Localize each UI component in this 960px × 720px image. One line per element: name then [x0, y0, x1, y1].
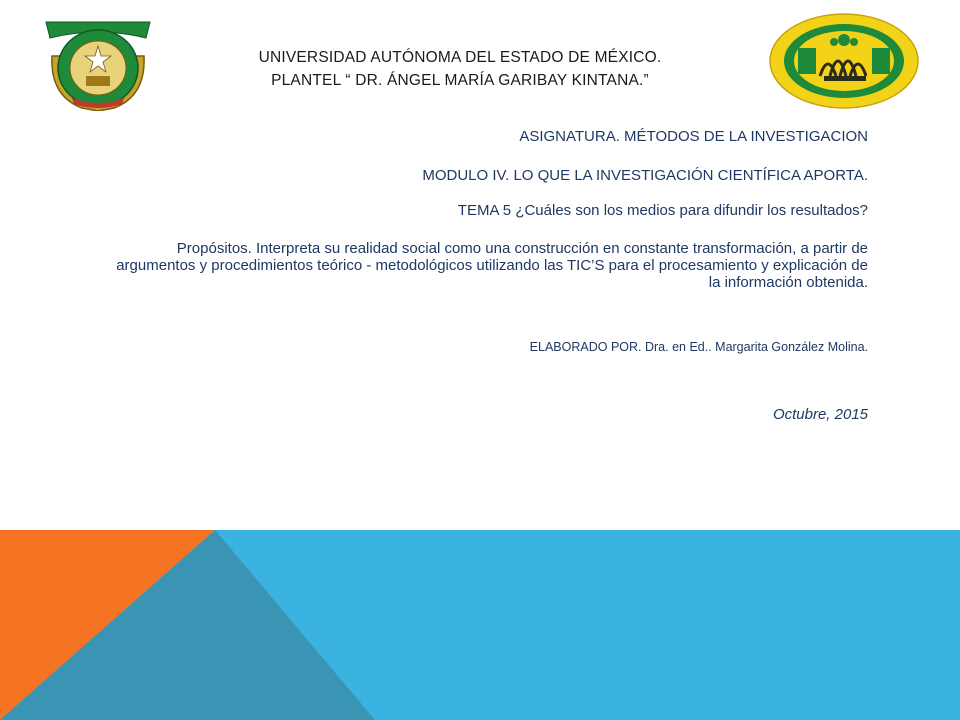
university-seal-left	[42, 16, 154, 111]
date-line: Octubre, 2015	[772, 406, 868, 423]
author-line: ELABORADO POR. Dra. en Ed.. Margarita González Molina.	[529, 340, 868, 354]
subject-line: ASIGNATURA. MÉTODOS DE LA INVESTIGACION	[519, 128, 868, 145]
institution-title	[180, 46, 740, 92]
university-name: UNIVERSIDAD AUTÓNOMA DEL ESTADO DE MÉXICO.	[258, 49, 662, 66]
campus-seal-right	[768, 12, 920, 110]
module-line: MODULO IV. LO QUE LA INVESTIGACIÓN CIENTÍFICA APORTA.	[422, 167, 868, 184]
topic-line: TEMA 5 ¿Cuáles son los medios para difundir los resultados?	[457, 202, 868, 219]
purpose-paragraph: Propósitos. Interpreta su realidad social como una construcción en constante transformación, a partir de argumentos y procedimientos teórico - metodológicos utilizando las TIC’S para el procesamiento y explicación de la información obtenida.	[116, 240, 868, 291]
campus-name: PLANTEL “ DR. ÁNGEL MARÍA GARIBAY KINTANA.”	[271, 72, 649, 89]
footer-decoration	[0, 530, 960, 720]
